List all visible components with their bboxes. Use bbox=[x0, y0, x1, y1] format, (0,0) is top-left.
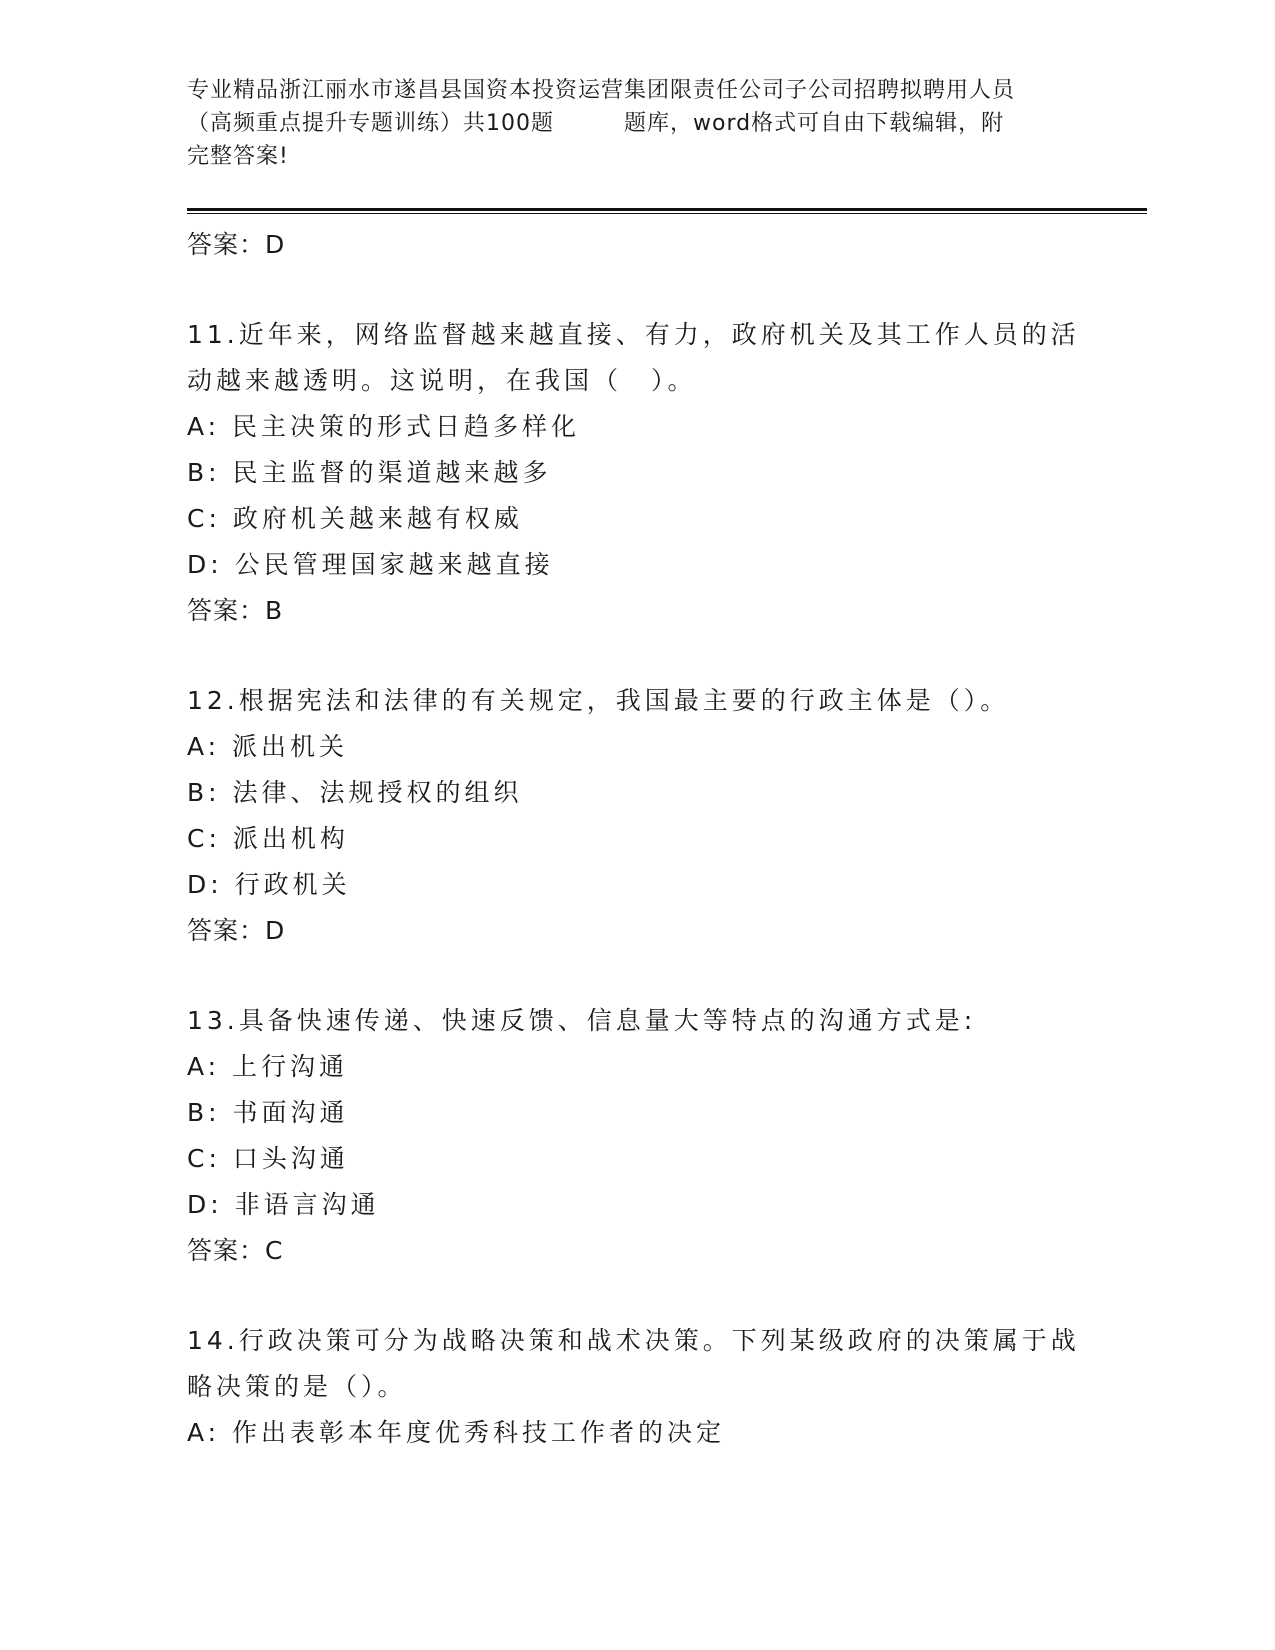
header-line-2 bbox=[187, 107, 1092, 140]
answer: 答案：C bbox=[187, 1236, 284, 1265]
question-12 bbox=[187, 678, 1087, 954]
header-line-2b: 题库，word格式可自由下载编辑，附 bbox=[624, 111, 1005, 136]
question-line: 12.根据宪法和法律的有关规定，我国最主要的行政主体是（）。 bbox=[187, 686, 1010, 715]
option-b: B: 法律、法规授权的组织 bbox=[187, 778, 523, 807]
option-d: D: 行政机关 bbox=[187, 870, 351, 899]
header-line-1: 专业精品浙江丽水市遂昌县国资本投资运营集团限责任公司子公司招聘拟聘用人员 bbox=[187, 78, 1016, 103]
option-b: B: 书面沟通 bbox=[187, 1098, 349, 1127]
header-divider bbox=[187, 208, 1147, 214]
option-c: C: 口头沟通 bbox=[187, 1144, 349, 1173]
answer: 答案：D bbox=[187, 916, 286, 945]
option-a: A: 派出机关 bbox=[187, 732, 349, 761]
question-text bbox=[187, 998, 1087, 1044]
option-c: C: 政府机关越来越有权威 bbox=[187, 504, 523, 533]
question-line: 略决策的是（）。 bbox=[187, 1372, 407, 1401]
header-line-3: 完整答案! bbox=[187, 144, 289, 169]
option-b: B: 民主监督的渠道越来越多 bbox=[187, 458, 552, 487]
option-a: A: 民主决策的形式日趋多样化 bbox=[187, 412, 581, 441]
previous-answer: 答案：D bbox=[187, 230, 286, 259]
question-list bbox=[187, 222, 1087, 1456]
question-text bbox=[187, 1318, 1087, 1410]
question-line: 13.具备快速传递、快速反馈、信息量大等特点的沟通方式是: bbox=[187, 1006, 977, 1035]
question-line: 动越来越透明。这说明，在我国（ ）。 bbox=[187, 366, 697, 395]
option-d: D: 非语言沟通 bbox=[187, 1190, 380, 1219]
question-13 bbox=[187, 998, 1087, 1274]
question-text bbox=[187, 312, 1087, 404]
option-d: D: 公民管理国家越来越直接 bbox=[187, 550, 554, 579]
header-line-2a: （高频重点提升专题训练）共100题 bbox=[187, 111, 554, 136]
option-a: A: 上行沟通 bbox=[187, 1052, 349, 1081]
option-a: A: 作出表彰本年度优秀科技工作者的决定 bbox=[187, 1418, 726, 1447]
question-line: 14.行政决策可分为战略决策和战术决策。下列某级政府的决策属于战 bbox=[187, 1326, 1080, 1355]
question-11 bbox=[187, 312, 1087, 634]
answer: 答案：B bbox=[187, 596, 284, 625]
question-text bbox=[187, 678, 1087, 724]
option-c: C: 派出机构 bbox=[187, 824, 349, 853]
question-14 bbox=[187, 1318, 1087, 1456]
question-line: 11.近年来，网络监督越来越直接、有力，政府机关及其工作人员的活 bbox=[187, 320, 1080, 349]
document-header bbox=[187, 74, 1092, 173]
